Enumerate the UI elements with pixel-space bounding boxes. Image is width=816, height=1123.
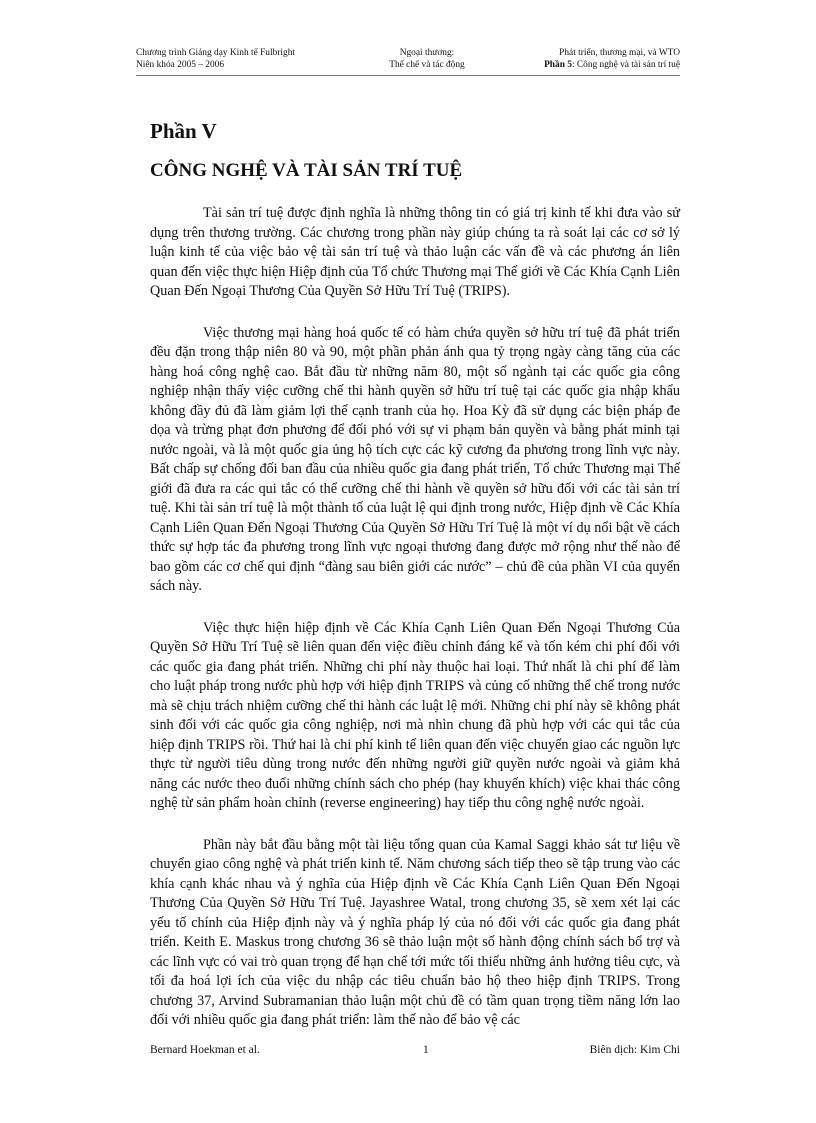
part-heading: Phần V: [150, 119, 217, 143]
paragraph-1: Tài sản trí tuệ được định nghĩa là những thông tin có giá trị kinh tế khi đưa vào sử dụng trên thương trường. Các chương trong phần này giúp chúng ta rà soát lại các cơ sở lý luận kinh tế của việc bảo vệ tài sản trí tuệ và thảo luận các vấn đề và các phương án liên quan đến việc thực hiện Hiệp định của Tổ chức Thương mại Thế giới về Các Khía Cạnh Liên Quan Đến Ngoại Thương Của Quyền Sở Hữu Trí Tuệ (TRIPS).: [150, 205, 680, 299]
header-part-topic: : Công nghệ và tài sản trí tuệ: [571, 60, 680, 70]
header-part-label: Phần 5: [544, 60, 572, 70]
header-right: [532, 47, 680, 71]
header-center: [374, 47, 480, 71]
footer-translator: Biên dịch: Kim Chi: [589, 1044, 680, 1056]
header-left: [136, 47, 295, 71]
page-title: CÔNG NGHỆ VÀ TÀI SẢN TRÍ TUỆ: [150, 160, 463, 181]
header-year: Niên khóa 2005 – 2006: [136, 60, 225, 70]
paragraph-4: Phần này bắt đầu bằng một tài liệu tổng quan của Kamal Saggi khảo sát tư liệu về chuyển giao công nghệ và phát triển kinh tế. Năm chương sách tiếp theo sẽ tập trung vào các khía cạnh khác nhau và ý nghĩa của Hiệp định về Các Khía Cạnh Liên Quan Đến Ngoại Thương Của Quyền Sở Hữu Trí Tuệ. Jayashree Watal, trong chương 35, sẽ xem xét lại các yếu tố chính của Hiệp định này và ý nghĩa pháp lý của nó đối với các quốc gia đang phát triển. Keith E. Maskus trong chương 36 sẽ thảo luận một số hành động chính sách bổ trợ và các lĩnh vực có vai trò quan trọng để hạn chế tới mức tối thiểu những ảnh hưởng tiêu cực, và tối đa hoá lợi ích của việc du nhập các tiêu chuẩn bảo hộ theo hiệp định TRIPS. Trong chương 37, Arvind Subramanian thảo luận một chủ đề có tầm quan trọng tiềm năng lớn lao đối với nhiều quốc gia đang phát triển: làm thế nào để bảo vệ các: [150, 836, 680, 1028]
footer-authors: Bernard Hoekman et al.: [150, 1044, 260, 1056]
paragraph-3: Việc thực hiện hiệp định về Các Khía Cạnh Liên Quan Đến Ngoại Thương Của Quyền Sở Hữu Trí Tuệ sẽ liên quan đến việc điều chỉnh đáng kể và tốn kém chi phí đối với các quốc gia đang phát triển. Những chi phí này thuộc hai loại. Thứ nhất là chi phí để làm cho luật pháp trong nước phù hợp với hiệp định TRIPS và củng cố những thể chế trong nước mà sẽ chịu trách nhiệm cưỡng chế thi hành các luật lệ mới. Những chi phí này sẽ không phát sinh đối với các quốc gia công nghiệp, nơi mà nhìn chung đã phù hợp với các qui tắc của hiệp định TRIPS rồi. Thứ hai là chi phí kinh tế liên quan đến việc chuyển giao các nguồn lực thực từ người tiêu dùng trong nước đến những người giữ quyền nước ngoài và giảm khả năng các nước theo đuổi những chính sách cho phép (hay khuyến khích) việc khai thác công nghệ từ sản phẩm hoàn chỉnh (reverse engineering) hay tiếp thu công nghệ nước ngoài.: [150, 619, 680, 811]
header-divider: [136, 75, 680, 76]
header-program: Chương trình Giảng dạy Kinh tế Fulbright: [136, 48, 295, 58]
footer-page-number: 1: [423, 1044, 429, 1056]
paragraph-2: Việc thương mại hàng hoá quốc tế có hàm chứa quyền sở hữu trí tuệ đã phát triển đều đặn trong thập niên 80 và 90, một phần phản ánh qua tỷ trọng ngày càng tăng của các hàng hoá công nghệ cao. Bắt đầu từ những năm 80, một số ngành tại các quốc gia công nghiệp nhận thấy việc cưỡng chế thi hành quyền sở hữu trí tuệ tại các quốc gia nhập khẩu không đầy đủ đã làm giảm lợi thế cạnh tranh của họ. Hoa Kỳ đã sử dụng các biện pháp đe dọa và trừng phạt đơn phương để đối phó với sự vi phạm bản quyền và bằng phát minh tại nước ngoài, và là một quốc gia ủng hộ tích cực các kỹ cương đa phương trong lĩnh vực này. Bất chấp sự chống đối ban đầu của nhiều quốc gia đang phát triển, Tổ chức Thương mại Thế giới đã đưa ra các qui tắc có thể cưỡng chế thi hành về quyền sở hữu đối với các tài sản trí tuệ. Khi tài sản trí tuệ là một thành tố của luật lệ qui định trong nước, Hiệp định về Các Khía Cạnh Liên Quan Đến Ngoại Thương Của Quyền Sở Hữu Trí Tuệ là một ví dụ nổi bật về cách thức sự hợp tác đa phương trong lĩnh vực ngoại thương đang được mở rộng như thế nào để bao gồm các cơ chế qui định “đàng sau biên giới các nước” – chủ đề của phần VI của quyển sách này.: [150, 324, 680, 594]
body-text: [150, 204, 680, 1053]
header-course: Ngoại thương:: [399, 48, 455, 58]
header-part-line: [532, 59, 680, 71]
header-book-title: Phát triển, thương mại, và WTO: [559, 48, 680, 58]
header-course-sub: Thể chế và tác động: [389, 60, 465, 70]
